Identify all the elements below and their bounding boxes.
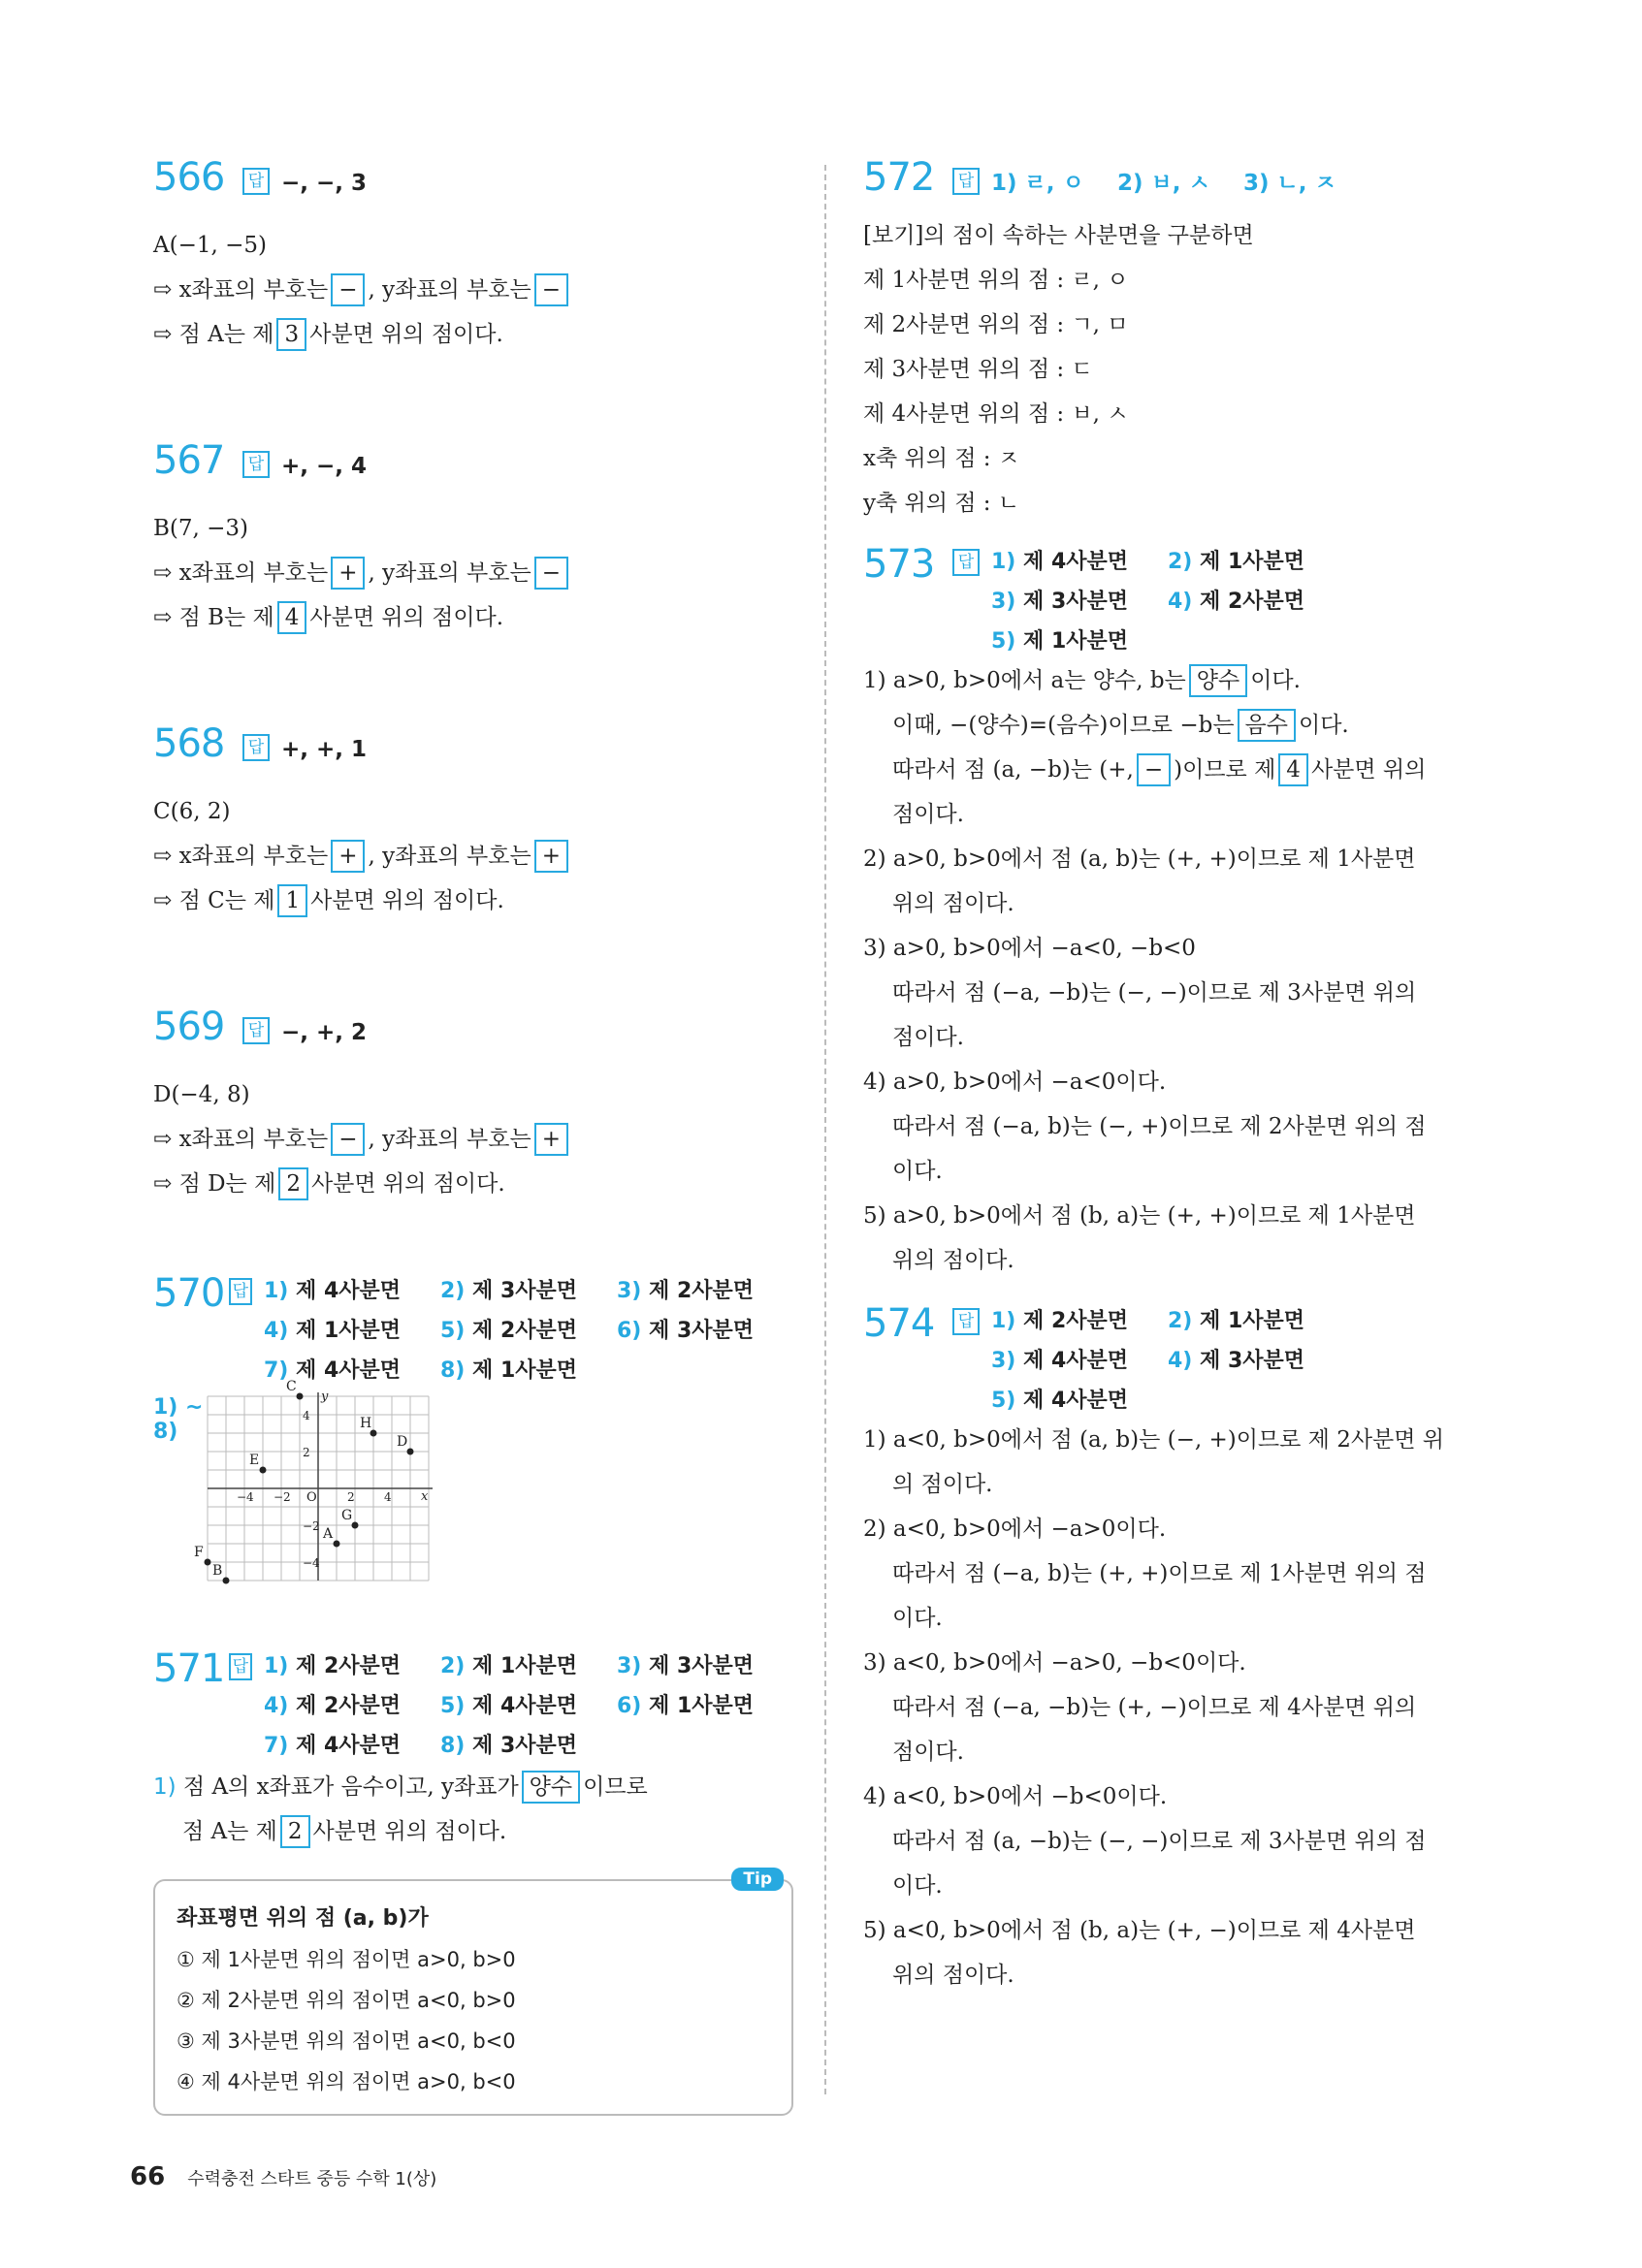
problem-number: 568 (153, 721, 225, 766)
problem-570 (153, 1271, 793, 1589)
point-label-f: F (194, 1545, 204, 1560)
sign-line: ⇨ x좌표의 부호는 + , y좌표의 부호는 + (153, 834, 793, 878)
answer-item: 1) 제 2사분면 (264, 1654, 402, 1678)
y-axis-label: y (321, 1390, 329, 1404)
problem-number: 566 (153, 155, 225, 200)
answer-box: + (331, 557, 365, 590)
point-label-d: D (397, 1434, 408, 1450)
answer-item: 8) 제 1사분면 (440, 1358, 578, 1383)
point-label-c: C (286, 1379, 297, 1394)
answer-box: − (1137, 753, 1171, 786)
explanation-line: 5) a>0, b>0에서 점 (b, a)는 (+, +)이므로 제 1사분면 (863, 1203, 1416, 1229)
answer-item: 3) 제 3사분면 (991, 590, 1129, 614)
answer-grid (264, 1274, 793, 1384)
answer-item: 7) 제 4사분면 (264, 1734, 402, 1758)
explanation-line: 따라서 점 (−a, b)는 (+, +)이므로 제 1사분면 위의 점 (892, 1561, 1427, 1586)
answer-item: 5) 제 4사분면 (991, 1389, 1129, 1413)
problem-574 (863, 1301, 1523, 1997)
explanation-line: 이때, −(양수)=(음수)이므로 −b는 음수 이다. (863, 703, 1523, 748)
answer-tag: 답 (952, 168, 980, 195)
y-tick-label: −2 (303, 1519, 320, 1533)
problem-number: 573 (863, 542, 935, 587)
answer-item: 4) 제 3사분면 (1168, 1349, 1305, 1373)
text-line: x축 위의 점 : ㅈ (863, 446, 1020, 471)
problem-number: 570 (153, 1271, 225, 1316)
point-g (352, 1522, 359, 1529)
answer-item: 2) 제 1사분면 (440, 1654, 578, 1678)
point-d (407, 1449, 414, 1455)
answer-tag: 답 (952, 1308, 980, 1335)
quadrant-line: ⇨ 점 B는 제 4 사분면 위의 점이다. (153, 595, 793, 640)
x-axis-label: x (421, 1489, 429, 1504)
explanation-line: 3) a>0, b>0에서 −a<0, −b<0 (863, 936, 1196, 961)
coordinate-graph (194, 1379, 429, 1589)
answer-grid (991, 545, 1344, 655)
point-coord: C(6, 2) (153, 799, 231, 824)
explanation-line: 3) a<0, b>0에서 −a>0, −b<0이다. (863, 1650, 1246, 1676)
answer-box: 2 (278, 1167, 308, 1200)
point-b (223, 1578, 230, 1584)
answer-box: − (534, 557, 568, 590)
explanation-line: 위의 점이다. (892, 1963, 1014, 1988)
answer-tag: 답 (229, 1278, 252, 1305)
answer-item: 5) 제 1사분면 (991, 629, 1129, 654)
page-footer (130, 2162, 436, 2191)
text-line: 제 2사분면 위의 점 : ㄱ, ㅁ (863, 312, 1129, 337)
answer-text: +, +, 1 (281, 737, 368, 762)
answer-tag: 답 (242, 168, 270, 195)
explanation-line: 5) a<0, b>0에서 점 (b, a)는 (+, −)이므로 제 4사분면 (863, 1918, 1416, 1943)
point-label-a: A (323, 1526, 334, 1542)
answer-text: −, +, 2 (281, 1020, 368, 1045)
tip-label: Tip (731, 1868, 784, 1891)
answer-box: + (331, 840, 365, 873)
problem-571 (153, 1646, 793, 1854)
answer-box: 1 (277, 884, 307, 917)
answer-tag: 답 (952, 549, 980, 576)
answer-item: 5) 제 2사분면 (440, 1319, 578, 1343)
y-tick-label: 4 (303, 1409, 310, 1422)
problem-573 (863, 542, 1523, 1283)
quadrant-line: ⇨ 점 C는 제 1 사분면 위의 점이다. (153, 878, 793, 923)
text-line: 제 4사분면 위의 점 : ㅂ, ㅅ (863, 401, 1129, 427)
answer-item: 1) 제 4사분면 (264, 1279, 402, 1303)
point-e (260, 1467, 267, 1474)
answer-box: 4 (277, 601, 307, 634)
answer-item: 8) 제 3사분면 (440, 1734, 578, 1758)
tip-title: 좌표평면 위의 점 (a, b)가 (177, 1906, 429, 1931)
answer-tag: 답 (242, 1017, 270, 1044)
sign-line: ⇨ x좌표의 부호는 − , y좌표의 부호는 − (153, 268, 793, 312)
point-label-g: G (341, 1508, 353, 1523)
tip-line: ① 제 1사분면 위의 점이면 a>0, b>0 (177, 1948, 516, 1971)
answer-box: 양수 (1189, 664, 1247, 697)
x-tick-label: 4 (384, 1490, 392, 1504)
answer-tag: 답 (242, 451, 270, 478)
x-tick-label: 2 (347, 1490, 355, 1504)
explanation-line: 따라서 점 (−a, b)는 (−, +)이므로 제 2사분면 위의 점 (892, 1114, 1427, 1139)
point-coord: B(7, −3) (153, 516, 249, 541)
problem-568 (153, 721, 793, 923)
text-line: 제 3사분면 위의 점 : ㄷ (863, 357, 1093, 382)
left-column (153, 155, 793, 2116)
explanation-line: 점이다. (892, 1025, 964, 1050)
problem-number: 567 (153, 438, 225, 483)
answer-item: 7) 제 4사분면 (264, 1358, 402, 1383)
answer-item: 4) 제 2사분면 (264, 1694, 402, 1718)
problem-number: 569 (153, 1005, 225, 1049)
answer-box: + (534, 840, 568, 873)
origin-label: O (306, 1490, 317, 1505)
sign-line: ⇨ x좌표의 부호는 + , y좌표의 부호는 − (153, 551, 793, 595)
point-coord: D(−4, 8) (153, 1082, 250, 1107)
explanation-line: 4) a>0, b>0에서 −a<0이다. (863, 1070, 1167, 1095)
explanation-line: 1) 점 A의 x좌표가 음수이고, y좌표가 양수 이므로 (153, 1765, 793, 1809)
page-number: 66 (130, 2162, 166, 2191)
text-line: [보기]의 점이 속하는 사분면을 구분하면 (863, 223, 1254, 248)
column-divider (824, 165, 826, 2094)
explanation-line: 2) a>0, b>0에서 점 (a, b)는 (+, +)이므로 제 1사분면 (863, 847, 1416, 872)
point-f (205, 1559, 211, 1566)
tip-box (153, 1869, 793, 2116)
explanation-line: 따라서 점 (a, −b)는 (+, − )이므로 제 4 사분면 위의 (863, 748, 1523, 792)
point-c (297, 1393, 304, 1400)
explanation-line: 1) a>0, b>0에서 a는 양수, b는 양수 이다. (863, 658, 1523, 703)
explanation-line: 의 점이다. (892, 1472, 993, 1497)
range-label: 1) ~ 8) (153, 1395, 204, 1444)
problem-569 (153, 1005, 793, 1206)
answer-box: − (331, 1123, 365, 1156)
point-coord: A(−1, −5) (153, 233, 267, 258)
x-tick-label: −2 (274, 1490, 291, 1504)
quadrant-line: ⇨ 점 A는 제 3 사분면 위의 점이다. (153, 312, 793, 357)
answer-item: 6) 제 1사분면 (617, 1694, 755, 1718)
problem-572: 572 답 1) ㄹ, ㅇ 2) ㅂ, ㅅ 3) ㄴ, ㅈ [보기]의 점이 속하는 사분면을 구분하면 제 1사분면 위의 점 : ㄹ, ㅇ 제 2사분면 위의 점 : ㄱ, ㅁ 제 3사분면 위의 점 : ㄷ 제 4사분면 위의 점 : ㅂ, ㅅ x축 위의 점 : ㅈ y축 위의 점 : ㄴ (863, 155, 1523, 526)
answer-tag: 답 (242, 734, 270, 761)
explanation-line: 점이다. (892, 1740, 964, 1765)
point-a (334, 1541, 340, 1548)
answer-item: 3) 제 3사분면 (617, 1654, 755, 1678)
answer-box: 양수 (522, 1771, 580, 1804)
answer-item: 3) 제 4사분면 (991, 1349, 1129, 1373)
problem-number: 572 (863, 155, 935, 200)
answer-box: − (331, 273, 365, 306)
answer-item: 1) 제 2사분면 (991, 1309, 1129, 1333)
explanation-line: 이다. (892, 1873, 943, 1899)
tip-line: ② 제 2사분면 위의 점이면 a<0, b>0 (177, 1989, 516, 2012)
point-label-h: H (360, 1416, 372, 1431)
explanation-line: 따라서 점 (a, −b)는 (−, −)이므로 제 3사분면 위의 점 (892, 1829, 1427, 1854)
explanation-line: 따라서 점 (−a, −b)는 (−, −)이므로 제 3사분면 위의 (892, 980, 1417, 1006)
answer-box: 3 (276, 318, 306, 351)
answer-item: 2) 제 1사분면 (1168, 1309, 1305, 1333)
problem-567 (153, 438, 793, 640)
answer-grid (264, 1649, 793, 1759)
explanation-line: 점이다. (892, 802, 964, 827)
y-tick-label: 2 (303, 1446, 310, 1459)
explanation-line: 1) a<0, b>0에서 점 (a, b)는 (−, +)이므로 제 2사분면 위 (863, 1427, 1445, 1453)
tip-line: ③ 제 3사분면 위의 점이면 a<0, b<0 (177, 2029, 516, 2053)
explanation-line: 4) a<0, b>0에서 −b<0이다. (863, 1784, 1168, 1809)
answer-item: 2) 제 3사분면 (440, 1279, 578, 1303)
answer-item: 4) 제 1사분면 (264, 1319, 402, 1343)
answer-item: 6) 제 3사분면 (617, 1319, 755, 1343)
answer-box: − (534, 273, 568, 306)
answer-grid (991, 1304, 1344, 1414)
explanation-line: 이다. (892, 1606, 943, 1631)
book-title: 수력충전 스타트 중등 수학 1(상) (187, 2169, 437, 2189)
answer-item: 2) 제 1사분면 (1168, 550, 1305, 574)
answer-item: 4) 제 2사분면 (1168, 590, 1305, 614)
answer-text: +, −, 4 (281, 454, 368, 479)
problem-number: 574 (863, 1301, 935, 1346)
answer-item: 3) 제 2사분면 (617, 1279, 755, 1303)
explanation-line: 이다. (892, 1159, 943, 1184)
answer-box: 음수 (1238, 709, 1296, 742)
answer-box: 4 (1278, 753, 1308, 786)
point-label-e: E (249, 1453, 260, 1468)
explanation-line: 2) a<0, b>0에서 −a>0이다. (863, 1517, 1167, 1542)
answer-box: 2 (280, 1815, 310, 1848)
problem-566 (153, 155, 793, 357)
answer-item: 5) 제 4사분면 (440, 1694, 578, 1718)
answer-tag: 답 (229, 1653, 252, 1680)
answer-box: + (534, 1123, 568, 1156)
tip-line: ④ 제 4사분면 위의 점이면 a>0, b<0 (177, 2070, 516, 2093)
y-tick-label: −4 (303, 1556, 320, 1570)
answer-item: 1) 제 4사분면 (991, 550, 1129, 574)
right-column (863, 155, 1523, 1997)
explanation-line: 위의 점이다. (892, 1248, 1014, 1273)
sign-line: ⇨ x좌표의 부호는 − , y좌표의 부호는 + (153, 1117, 793, 1162)
explanation-line: 위의 점이다. (892, 891, 1014, 916)
x-tick-label: −4 (237, 1490, 254, 1504)
point-label-b: B (212, 1563, 223, 1579)
answer-text: −, −, 3 (281, 171, 368, 196)
problem-number: 571 (153, 1646, 225, 1691)
explanation-line: 점 A는 제 2 사분면 위의 점이다. (153, 1809, 793, 1854)
text-line: 제 1사분면 위의 점 : ㄹ, ㅇ (863, 268, 1129, 293)
explanation-line: 따라서 점 (−a, −b)는 (+, −)이므로 제 4사분면 위의 (892, 1695, 1417, 1720)
quadrant-line: ⇨ 점 D는 제 2 사분면 위의 점이다. (153, 1162, 793, 1206)
text-line: y축 위의 점 : ㄴ (863, 491, 1020, 516)
